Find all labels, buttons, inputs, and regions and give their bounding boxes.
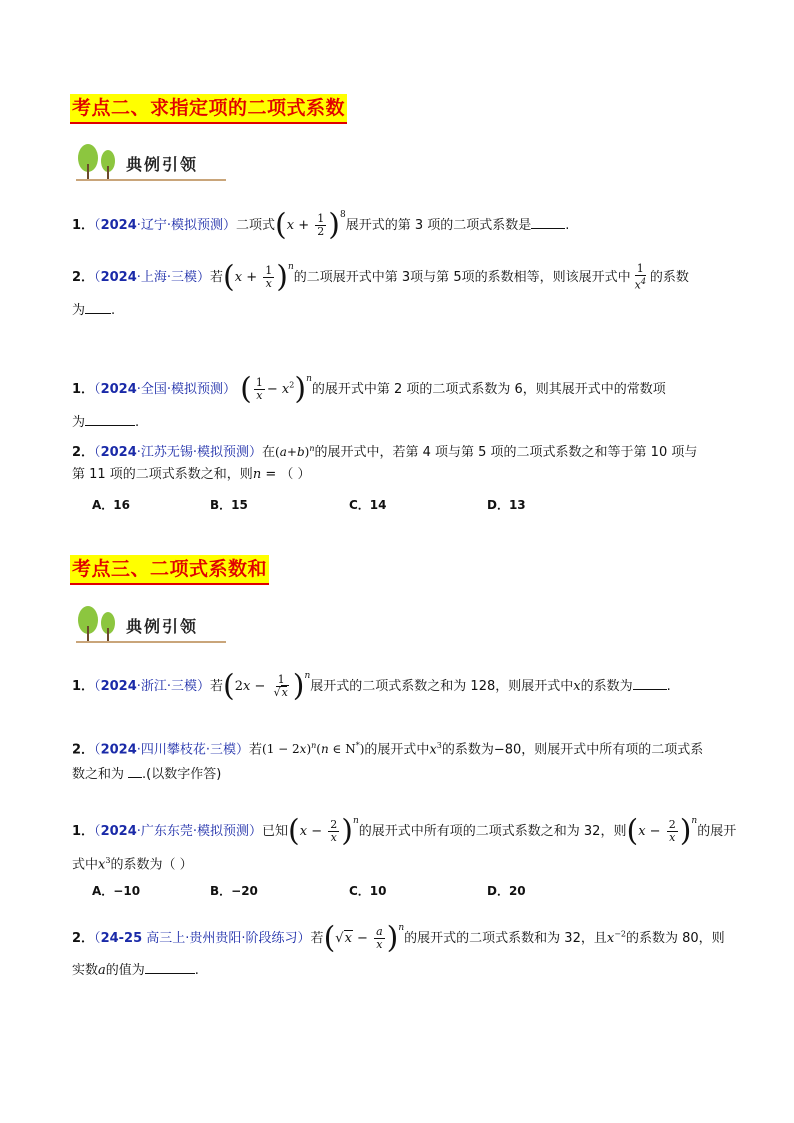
question: 2．（2024·上海·三模）若(x + $\frac{1}{x}$ )$^n$的二项展开式中第 3项与第 5项的系数相等，则该展开式中 $\frac{1}{x^4}$ 的系数 bbox=[72, 259, 689, 295]
question-cont: 式中$x^3$的系数为（ ） bbox=[72, 856, 193, 873]
question: 2．（2024·四川攀枝花·三模）若$(1 - 2x)^n(n$ ∈ N*)的展开式中$x^3$的系数为−80，则展开式中所有项的二项式系 bbox=[72, 741, 704, 758]
section-title-3: 考点三、二项式系数和 bbox=[70, 555, 269, 585]
question: 2．（24-25 高三上·贵州贵阳·阶段练习）若(√x − $\frac{a}{x}$ )$^n$的展开式的二项式系数和为 32，且$x^{-2}$的系数为 80，则 bbox=[72, 920, 725, 956]
question: 2．（2024·江苏无锡·模拟预测）在$(a+b)^n$的展开式中，若第 4 项与第 5 项的二项式系数之和等于第 10 项与 bbox=[72, 444, 698, 460]
option-c[interactable]: C．14 bbox=[349, 498, 387, 512]
option-a[interactable]: A．−10 bbox=[92, 884, 141, 898]
question-cont: 实数a的值为 . bbox=[72, 960, 199, 980]
option-a[interactable]: A．16 bbox=[92, 498, 130, 512]
question-cont: 数之和为 .(以数字作答) bbox=[72, 764, 221, 784]
question: 1．（2024·全国·模拟预测） ( $\frac{1}{x}$ − $x^2)^n$的展开式中第 2 项的二项式系数为 6，则其展开式中的常数项 bbox=[72, 371, 666, 407]
question: 1．（2024·广东东莞·模拟预测）已知(x − $\frac{2}{x}$ )$^n$的展开式中所有项的二项式系数之和为 32，则(x − $\frac{2}{x}$ )$^n$的展开 bbox=[72, 813, 737, 849]
question: 1．（2024·辽宁·模拟预测）二项式(x + $\frac{1}{2}$ )$^8$展开式的第 3 项的二项式系数是 . bbox=[72, 207, 570, 243]
example-badge bbox=[74, 142, 234, 182]
badge-label: 典例引领 bbox=[126, 617, 199, 636]
option-b[interactable]: B．−20 bbox=[210, 884, 258, 898]
question: 1．（2024·浙江·三模）若(2x − $\frac{1}{√x}$ )$^n$展开式的二项式系数之和为 128，则展开式中x的系数为 . bbox=[72, 668, 671, 704]
question-cont: 第 11 项的二项式系数之和，则n = （ ） bbox=[72, 467, 311, 482]
badge-label: 典例引领 bbox=[126, 155, 199, 174]
question-cont: 为 . bbox=[72, 412, 139, 432]
option-d[interactable]: D．13 bbox=[487, 498, 526, 512]
option-c[interactable]: C．10 bbox=[349, 884, 387, 898]
section-title-2: 考点二、求指定项的二项式系数 bbox=[70, 94, 347, 124]
question-cont: 为 . bbox=[72, 300, 115, 320]
option-d[interactable]: D．20 bbox=[487, 884, 526, 898]
option-b[interactable]: B．15 bbox=[210, 498, 248, 512]
example-badge bbox=[74, 604, 234, 644]
